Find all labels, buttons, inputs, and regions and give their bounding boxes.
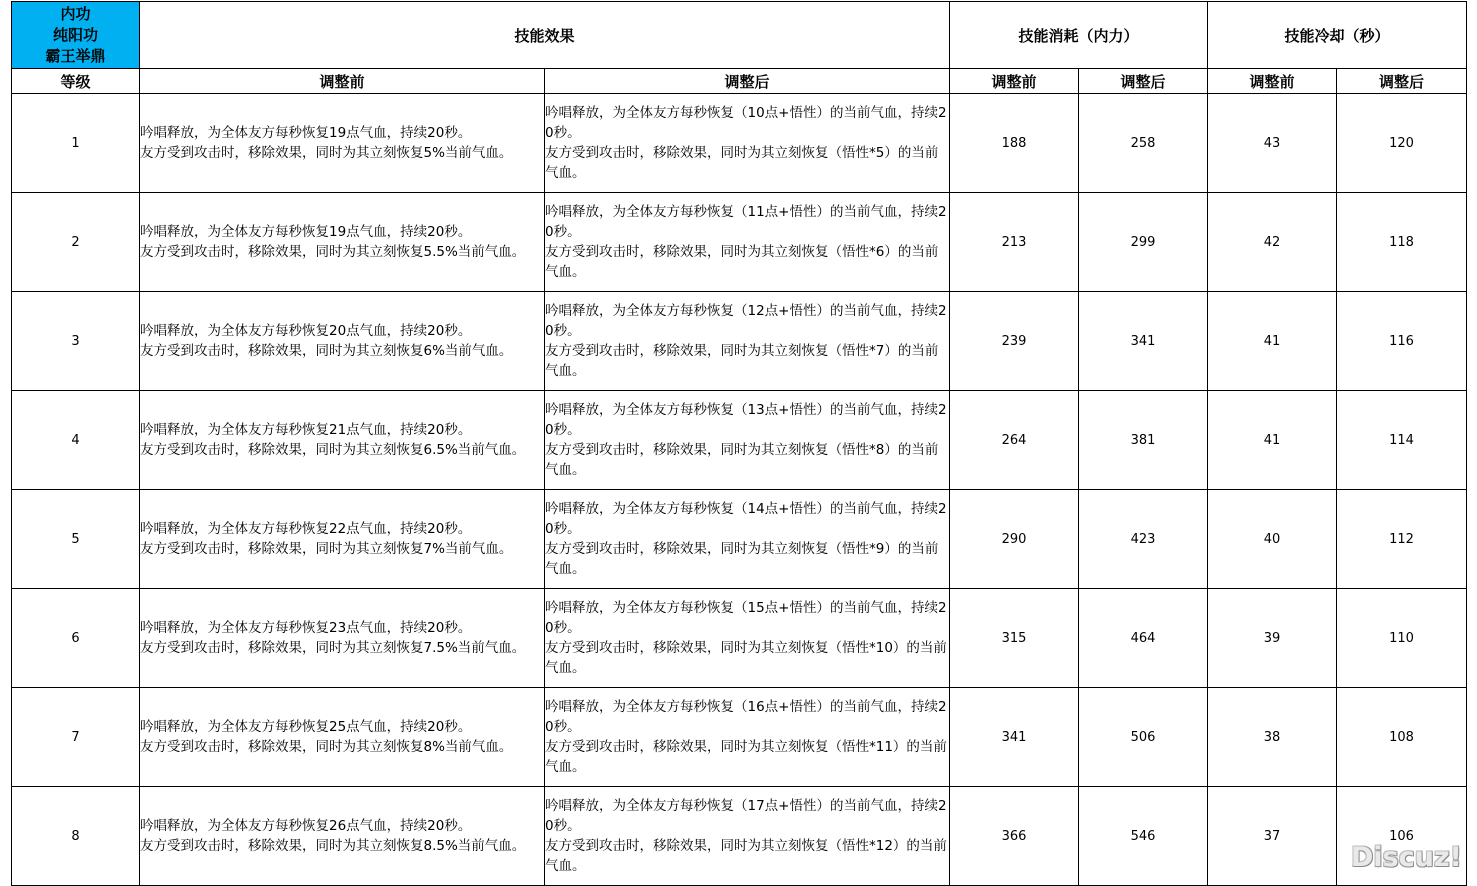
cost-after-cell: 546 <box>1079 787 1208 886</box>
corner-line-2: 纯阳功 <box>52 25 98 44</box>
table-row <box>12 688 1467 787</box>
cooldown-before-cell: 43 <box>1208 94 1337 193</box>
cost-before-cell: 213 <box>950 193 1079 292</box>
cost-after-header: 调整后 <box>1079 69 1208 94</box>
effect-before-cell: 吟唱释放，为全体友方每秒恢复20点气血，持续20秒。 友方受到攻击时，移除效果，同时为其立刻恢复6%当前气血。 <box>140 292 545 391</box>
level-cell: 8 <box>12 787 140 886</box>
cooldown-after-cell: 116 <box>1337 292 1467 391</box>
cost-header: 技能消耗（内力） <box>950 2 1208 69</box>
effect-after-cell: 吟唱释放，为全体友方每秒恢复（12点+悟性）的当前气血，持续20秒。 友方受到攻击时，移除效果，同时为其立刻恢复（悟性*7）的当前气血。 <box>545 292 950 391</box>
cost-after-cell: 381 <box>1079 391 1208 490</box>
cooldown-before-cell: 38 <box>1208 688 1337 787</box>
effect-after-cell: 吟唱释放，为全体友方每秒恢复（14点+悟性）的当前气血，持续20秒。 友方受到攻击时，移除效果，同时为其立刻恢复（悟性*9）的当前气血。 <box>545 490 950 589</box>
cooldown-before-cell: 39 <box>1208 589 1337 688</box>
cost-before-cell: 264 <box>950 391 1079 490</box>
effect-before-cell: 吟唱释放，为全体友方每秒恢复23点气血，持续20秒。 友方受到攻击时，移除效果，同时为其立刻恢复7.5%当前气血。 <box>140 589 545 688</box>
header-row-2 <box>12 69 1467 94</box>
cooldown-after-cell: 112 <box>1337 490 1467 589</box>
level-cell: 4 <box>12 391 140 490</box>
level-header: 等级 <box>12 69 140 94</box>
skill-adjustment-table <box>11 1 1467 886</box>
cooldown-before-cell: 41 <box>1208 292 1337 391</box>
table-row <box>12 292 1467 391</box>
effect-before-cell: 吟唱释放，为全体友方每秒恢复22点气血，持续20秒。 友方受到攻击时，移除效果，同时为其立刻恢复7%当前气血。 <box>140 490 545 589</box>
cooldown-after-cell: 110 <box>1337 589 1467 688</box>
cost-before-cell: 315 <box>950 589 1079 688</box>
effect-after-cell: 吟唱释放，为全体友方每秒恢复（11点+悟性）的当前气血，持续20秒。 友方受到攻击时，移除效果，同时为其立刻恢复（悟性*6）的当前气血。 <box>545 193 950 292</box>
effect-after-cell: 吟唱释放，为全体友方每秒恢复（10点+悟性）的当前气血，持续20秒。 友方受到攻击时，移除效果，同时为其立刻恢复（悟性*5）的当前气血。 <box>545 94 950 193</box>
cost-after-cell: 341 <box>1079 292 1208 391</box>
cooldown-after-cell: 108 <box>1337 688 1467 787</box>
level-cell: 7 <box>12 688 140 787</box>
cost-after-cell: 258 <box>1079 94 1208 193</box>
effect-after-header: 调整后 <box>545 69 950 94</box>
effect-after-cell: 吟唱释放，为全体友方每秒恢复（13点+悟性）的当前气血，持续20秒。 友方受到攻击时，移除效果，同时为其立刻恢复（悟性*8）的当前气血。 <box>545 391 950 490</box>
cooldown-before-cell: 37 <box>1208 787 1337 886</box>
cooldown-before-cell: 42 <box>1208 193 1337 292</box>
cost-before-cell: 239 <box>950 292 1079 391</box>
level-cell: 6 <box>12 589 140 688</box>
effect-before-cell: 吟唱释放，为全体友方每秒恢复26点气血，持续20秒。 友方受到攻击时，移除效果，同时为其立刻恢复8.5%当前气血。 <box>140 787 545 886</box>
level-cell: 1 <box>12 94 140 193</box>
corner-line-1: 内功 <box>60 4 91 23</box>
level-cell: 5 <box>12 490 140 589</box>
cooldown-header: 技能冷却（秒） <box>1208 2 1467 69</box>
table-row <box>12 490 1467 589</box>
cooldown-after-cell: 106 <box>1337 787 1467 886</box>
cost-after-cell: 423 <box>1079 490 1208 589</box>
discuz-watermark: Discuz! <box>1351 842 1462 873</box>
effect-header: 技能效果 <box>140 2 950 69</box>
cost-before-cell: 188 <box>950 94 1079 193</box>
effect-after-cell: 吟唱释放，为全体友方每秒恢复（16点+悟性）的当前气血，持续20秒。 友方受到攻击时，移除效果，同时为其立刻恢复（悟性*11）的当前气血。 <box>545 688 950 787</box>
effect-before-cell: 吟唱释放，为全体友方每秒恢复21点气血，持续20秒。 友方受到攻击时，移除效果，同时为其立刻恢复6.5%当前气血。 <box>140 391 545 490</box>
level-cell: 3 <box>12 292 140 391</box>
table-row <box>12 94 1467 193</box>
cost-after-cell: 464 <box>1079 589 1208 688</box>
cost-after-cell: 506 <box>1079 688 1208 787</box>
table-row <box>12 193 1467 292</box>
level-cell: 2 <box>12 193 140 292</box>
cost-before-cell: 341 <box>950 688 1079 787</box>
skill-name-cell <box>12 2 140 69</box>
cost-after-cell: 299 <box>1079 193 1208 292</box>
cooldown-after-header: 调整后 <box>1337 69 1467 94</box>
corner-line-3: 霸王举鼎 <box>45 46 106 65</box>
effect-after-cell: 吟唱释放，为全体友方每秒恢复（17点+悟性）的当前气血，持续20秒。 友方受到攻击时，移除效果，同时为其立刻恢复（悟性*12）的当前气血。 <box>545 787 950 886</box>
cost-before-cell: 366 <box>950 787 1079 886</box>
header-row-1 <box>12 2 1467 69</box>
table-row <box>12 589 1467 688</box>
cooldown-before-cell: 40 <box>1208 490 1337 589</box>
effect-before-cell: 吟唱释放，为全体友方每秒恢复25点气血，持续20秒。 友方受到攻击时，移除效果，同时为其立刻恢复8%当前气血。 <box>140 688 545 787</box>
table-row <box>12 391 1467 490</box>
effect-before-header: 调整前 <box>140 69 545 94</box>
cooldown-after-cell: 120 <box>1337 94 1467 193</box>
table-row <box>12 787 1467 886</box>
cooldown-after-cell: 114 <box>1337 391 1467 490</box>
effect-after-cell: 吟唱释放，为全体友方每秒恢复（15点+悟性）的当前气血，持续20秒。 友方受到攻击时，移除效果，同时为其立刻恢复（悟性*10）的当前气血。 <box>545 589 950 688</box>
effect-before-cell: 吟唱释放，为全体友方每秒恢复19点气血，持续20秒。 友方受到攻击时，移除效果，同时为其立刻恢复5%当前气血。 <box>140 94 545 193</box>
cooldown-after-cell: 118 <box>1337 193 1467 292</box>
cost-before-cell: 290 <box>950 490 1079 589</box>
cooldown-before-cell: 41 <box>1208 391 1337 490</box>
cooldown-before-header: 调整前 <box>1208 69 1337 94</box>
effect-before-cell: 吟唱释放，为全体友方每秒恢复19点气血，持续20秒。 友方受到攻击时，移除效果，同时为其立刻恢复5.5%当前气血。 <box>140 193 545 292</box>
cost-before-header: 调整前 <box>950 69 1079 94</box>
